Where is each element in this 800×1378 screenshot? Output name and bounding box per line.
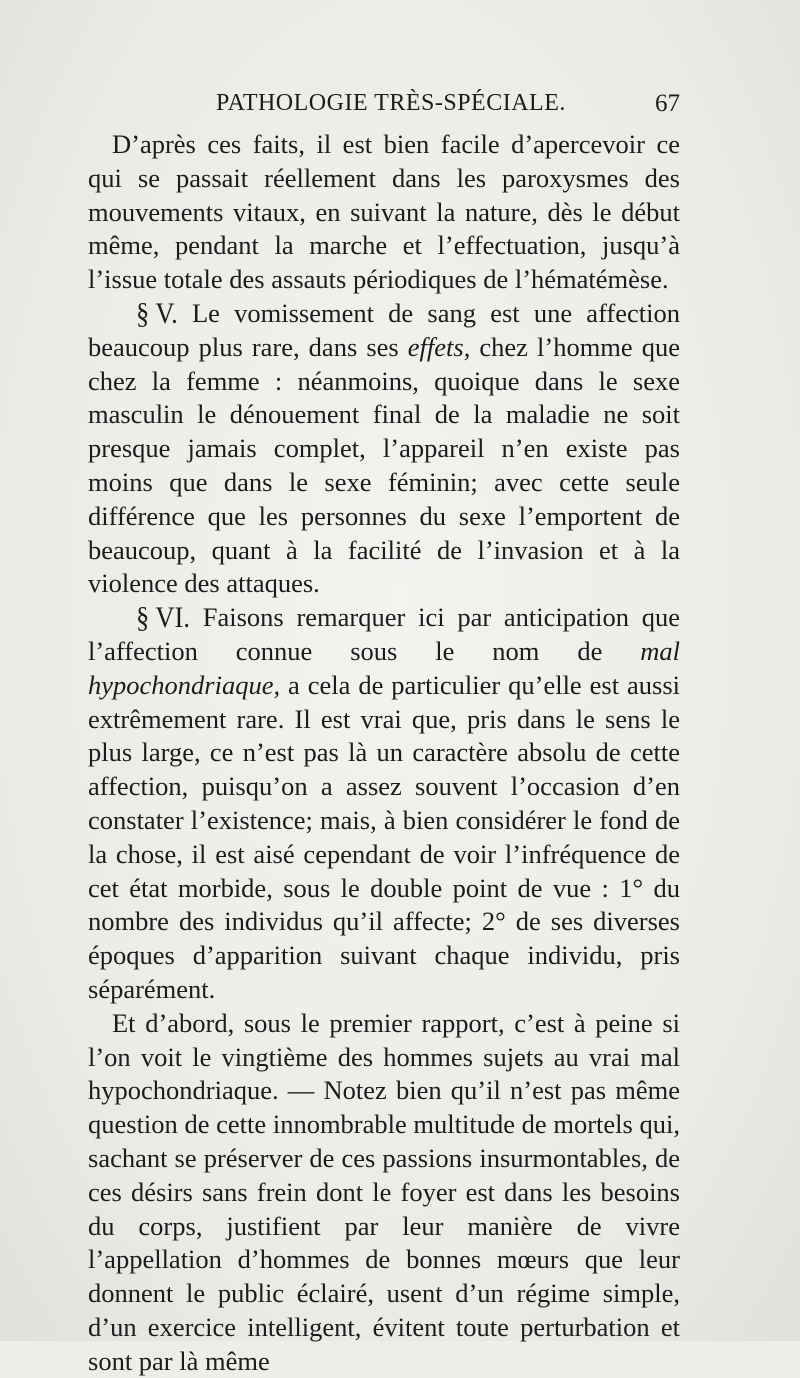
page-header — [88, 90, 680, 126]
paragraph-2-text-end: chez l’homme que chez la femme : néanmoins, quoique dans le sexe masculin le dénouement final de la maladie ne soit presque jamais complet, l’appareil n’en existe pas moins que dans le sexe féminin; avec cette seule différence que les personnes du sexe l’emportent de beaucoup, quant à la facilité de l’invasion et à la violence des attaques. — [88, 331, 680, 599]
paragraph-section-5 — [88, 297, 680, 601]
paragraph-4 — [88, 1007, 680, 1378]
emphasis-mal-hypochondriaque: mal hypochondriaque, — [88, 635, 680, 700]
paragraph-2-text-start: Le vomissement de sang est une affection beaucoup plus rare, dans ses — [88, 297, 680, 362]
page-number: 67 — [655, 90, 680, 117]
body-text — [88, 128, 680, 1378]
paragraph-4-text: Et d’abord, sous le premier rapport, c’est à peine si l’on voit le vingtième des hommes sujets au vrai mal hypochondriaque. — Notez bien qu’il n’est pas même question de cette innombrable multitude de mortels qui, sachant se préserver de ces passions insurmontables, de ces désirs sans frein dont le foyer est dans les besoins du corps, justifient par leur manière de vivre l’appellation d’hommes de bonnes mœurs que leur donnent le public éclairé, usent d’un régime simple, d’un exercice intelligent, évitent toute perturbation et sont par là même — [88, 1007, 680, 1376]
paragraph-1-text: D’après ces faits, il est bien facile d’apercevoir ce qui se passait réellement dans les paroxysmes des mouvements vitaux, en suivant la nature, dès le début même, pendant la marche et l’effectuation, jusqu’à l’issue totale des assauts périodiques de l’hématémèse. — [88, 129, 680, 295]
section-marker: § V. — [136, 296, 178, 330]
section-marker: § VI. — [136, 600, 190, 634]
paragraph-1 — [88, 128, 680, 297]
paragraph-3-text-start: Faisons remarquer ici par anticipation que l’affection connue sous le nom de — [88, 602, 681, 666]
emphasis-effets: effets, — [407, 331, 471, 362]
running-title: PATHOLOGIE TRÈS-SPÉCIALE. — [216, 90, 566, 116]
paragraph-3-text-end: a cela de particulier qu’elle est aussi extrêmement rare. Il est vrai que, pris dans le sens le plus large, ce n’est pas là un caractère absolu de cette affection, puisqu’on a assez souvent l’occasion d’en constater l’existence; mais, à bien considérer le fond de la chose, il est aisé cependant de voir l’infréquence de cet état morbide, sous le double point de vue : 1° du nombre des individus qu’il affecte; 2° de ses diverses époques d’apparition suivant chaque individu, pris séparément. — [88, 669, 681, 1004]
paragraph-section-6 — [88, 601, 680, 1007]
